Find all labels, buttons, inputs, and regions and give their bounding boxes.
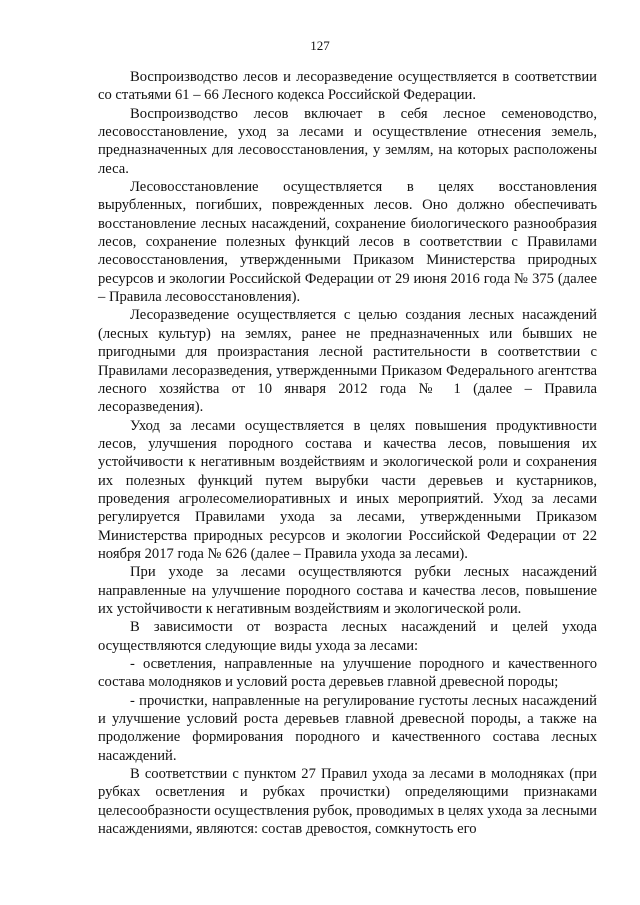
paragraph-rule-27: В соответствии с пунктом 27 Правил ухода за лесами в молодняках (при рубках осветления и рубках прочистки) определяющими признаками целесообразности осуществления рубок, проводимых в целях ухода за лесными насаждениями, являются: состав древостоя, сомкнутость его <box>98 766 597 838</box>
paragraph-forest-care: Уход за лесами осуществляется в целях повышения продуктивности лесов, улучшения породного состава и качества лесов, повышения их устойчивости к негативным воздействиям и экологической роли и сохранения их полезных функций путем вырубки части деревьев и кустарников, проведения агролесомелиоративных и иных мероприятий. Уход за лесами регулируется Правилами ухода за лесами, утвержденными Приказом Министерства природных ресурсов и экологии Российской Федерации от 22 ноября 2017 года № 626 (далее – Правила ухода за лесами). <box>98 417 597 562</box>
paragraph-reproduction-includes: Воспроизводство лесов включает в себя лесное семеноводство, лесовосстановление, уход за лесами и осуществление отнесения земель, предназначенных для лесовосстановления, у землям, на которых расположены леса. <box>98 105 597 177</box>
paragraph-care-fellings: При уходе за лесами осуществляются рубки лесных насаждений направленные на улучшение породного состава и качества лесов, повышение их устойчивости к негативным воздействиям и экологической роли. <box>98 564 597 617</box>
paragraph-care-types-intro: В зависимости от возраста лесных насаждений и целей ухода осуществляются следующие виды ухода за лесами: <box>98 619 597 654</box>
paragraph-reforestation: Лесовосстановление осуществляется в целях восстановления вырубленных, погибших, поврежденных лесов. Оно должно обеспечивать восстановление лесных насаждений, сохранение биологического разнообразия лесов, сохранение полезных функций лесов в соответствии с Правилами лесовосстановления, утвержденными Приказом Министерства природных ресурсов и экологии Российской Федерации от 29 июня 2016 года № 375 (далее – Правила лесовосстановления). <box>98 179 597 306</box>
paragraph-reproduction-intro: Воспроизводство лесов и лесоразведение осуществляется в соответствии со статьями 61 – 66 Лесного кодекса Российской Федерации. <box>98 69 597 104</box>
document-body <box>98 68 597 838</box>
paragraph-afforestation: Лесоразведение осуществляется с целью создания лесных насаждений (лесных культур) на землях, ранее не предназначенных или бывших не пригодными для произрастания лесной растительности в соответствии с Правилами лесоразведения, утвержденными Приказом Федерального агентства лесного хозяйства от 10 января 2012 года № 1 (далее – Правила лесоразведения). <box>98 307 597 416</box>
list-item-cleaning-felling: - прочистки, направленные на регулирование густоты лесных насаждений и улучшение условий роста деревьев главной древесной породы, а также на продолжение формирования породного и качественного состава лесных насаждений. <box>98 692 597 764</box>
list-item-clarification-felling: - осветления, направленные на улучшение породного и качественного состава молодняков и условий роста деревьев главной древесной породы; <box>98 656 597 691</box>
page-number: 127 <box>310 38 330 53</box>
